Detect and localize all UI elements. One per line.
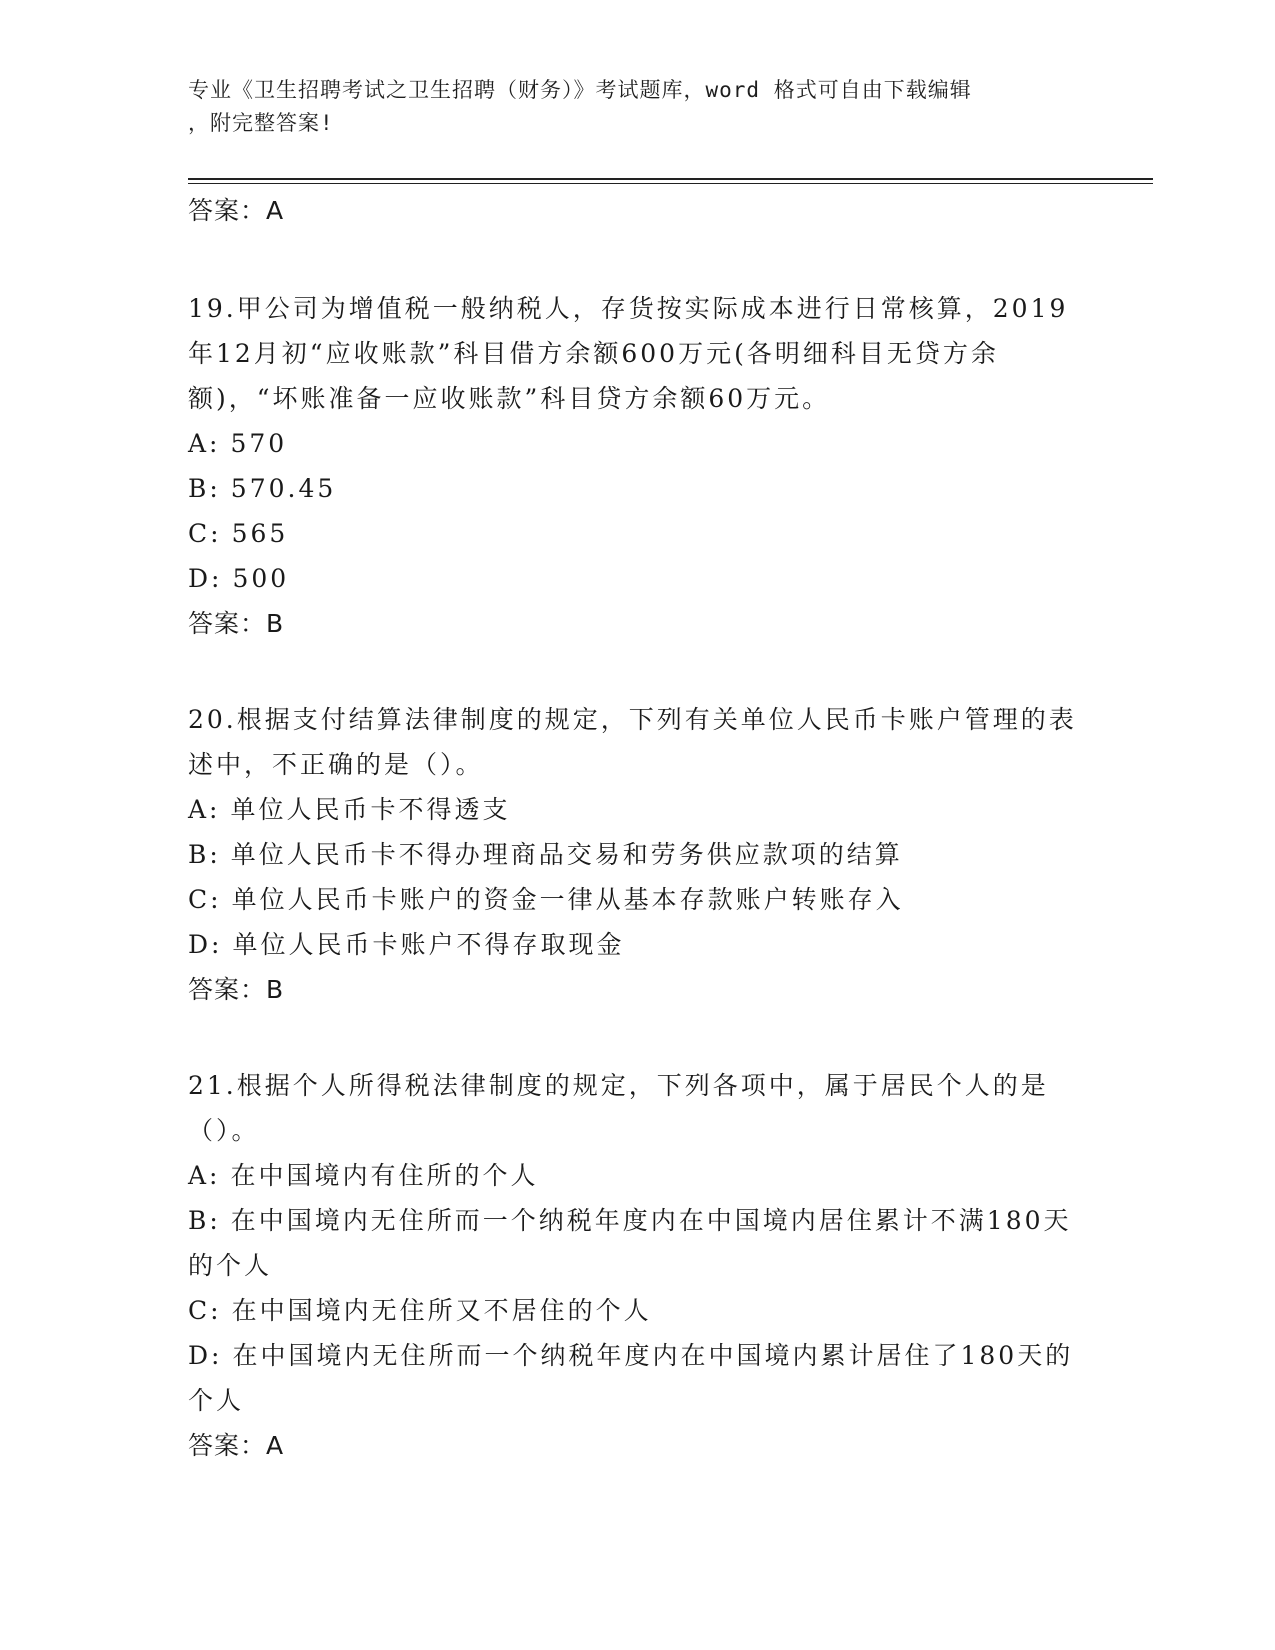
option-c (188, 1288, 1078, 1333)
question-19 (188, 286, 1078, 647)
option-text: 在中国境内无住所而一个纳税年度内在中国境内累计居住了180天的个人 (188, 1341, 1074, 1415)
option-key: B: (188, 840, 221, 869)
option-d (188, 922, 1078, 967)
option-text: 570.45 (230, 474, 337, 503)
option-text: 在中国境内无住所又不居住的个人 (231, 1296, 652, 1325)
header-line-2: ，附完整答案! (188, 111, 334, 135)
option-key: D: (188, 564, 223, 593)
option-key: D: (188, 930, 223, 959)
option-text: 在中国境内有住所的个人 (230, 1161, 539, 1190)
option-text: 在中国境内无住所而一个纳税年度内在中国境内居住累计不满180天的个人 (188, 1206, 1072, 1280)
question-20 (188, 697, 1078, 1013)
header-divider-thin (188, 183, 1153, 184)
option-b (188, 466, 1078, 511)
question-stem: 19.甲公司为增值税一般纳税人，存货按实际成本进行日常核算，2019年12月初“应收账款”科目借方余额600万元(各明细科目无贷方余额)，“坏账准备一应收账款”科目贷方余额60万元。 (188, 294, 1069, 413)
option-c (188, 511, 1078, 556)
option-b (188, 832, 1078, 877)
document-header (188, 74, 1088, 140)
option-d (188, 1333, 1078, 1423)
option-a (188, 1153, 1078, 1198)
option-text: 单位人民币卡不得办理商品交易和劳务供应款项的结算 (230, 840, 903, 869)
option-key: C: (188, 885, 222, 914)
option-text: 单位人民币卡账户的资金一律从基本存款账户转账存入 (231, 885, 904, 914)
option-text: 565 (231, 519, 289, 548)
document-body (188, 188, 1078, 1469)
option-d (188, 556, 1078, 601)
answer: 答案：A (188, 1431, 285, 1460)
option-text: 单位人民币卡账户不得存取现金 (232, 930, 625, 959)
answer: 答案：B (188, 975, 285, 1004)
option-key: A: (188, 429, 221, 458)
option-key: B: (188, 474, 221, 503)
option-text: 单位人民币卡不得透支 (230, 795, 511, 824)
answer: 答案：B (188, 609, 285, 638)
option-text: 500 (232, 564, 290, 593)
option-key: C: (188, 1296, 222, 1325)
question-21 (188, 1063, 1078, 1469)
question-stem: 21.根据个人所得税法律制度的规定，下列各项中，属于居民个人的是（）。 (188, 1071, 1049, 1145)
question-stem: 20.根据支付结算法律制度的规定，下列有关单位人民币卡账户管理的表述中，不正确的是（）。 (188, 705, 1077, 779)
option-b (188, 1198, 1078, 1288)
option-key: B: (188, 1206, 221, 1235)
option-text: 570 (230, 429, 288, 458)
option-c (188, 877, 1078, 922)
previous-answer: 答案：A (188, 196, 285, 225)
header-line-1: 专业《卫生招聘考试之卫生招聘（财务）》考试题库，word 格式可自由下载编辑 (188, 78, 972, 102)
option-key: A: (188, 1161, 221, 1190)
option-key: D: (188, 1341, 223, 1370)
option-a (188, 787, 1078, 832)
option-a (188, 421, 1078, 466)
option-key: A: (188, 795, 221, 824)
header-divider-thick (188, 178, 1153, 180)
option-key: C: (188, 519, 222, 548)
